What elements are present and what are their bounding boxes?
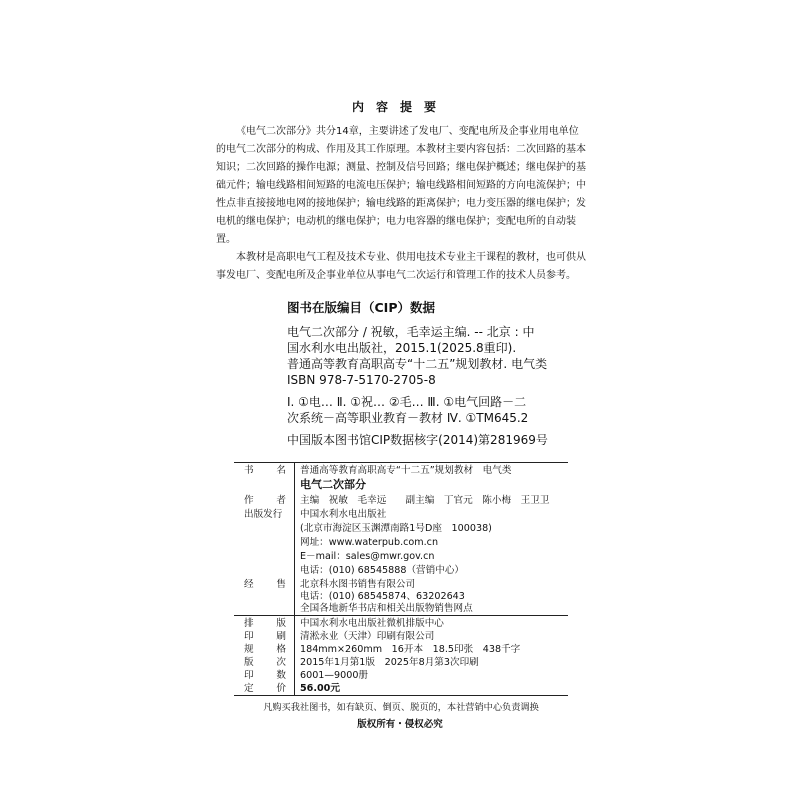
label-char: 价 (276, 683, 286, 694)
book-title: 电气二次部分 (300, 478, 366, 491)
label-char: 经 (244, 579, 254, 590)
distributor-name: 北京科水图书销售有限公司 (300, 579, 416, 590)
row-label (244, 578, 286, 591)
cip-line: 电气二次部分 / 祝敏，毛幸运主编. -- 北京 : 中 (287, 325, 535, 339)
cip-line: ISBN 978-7-5170-2705-8 (287, 373, 436, 387)
imprint-table-top (234, 462, 568, 615)
row-label (244, 494, 286, 507)
row-label (244, 656, 286, 669)
abstract-title: 内容提要 (351, 100, 448, 114)
label-text: 出版发行 (244, 509, 283, 520)
publisher-website: 网址：www.waterpub.com.cn (300, 537, 439, 548)
cip-classification: Ⅰ. ①电… Ⅱ. ①祝… ②毛… Ⅲ. ①电气回路－二 (287, 395, 527, 409)
label-char: 版 (244, 657, 254, 668)
abstract-paragraph: 《电气二次部分》共分14章，主要讲述了发电厂、变配电所及企事业用电单位的电气二次部分的构成、作用及其工作原理。本教材主要内容包括：二次回路的基本知识；二次回路的操作电源；测量、控制及信号回路；继电保护概述；继电保护的基础元件；输电线路相间短路的电流电压保护；输电线路相间短路的方向电流保护；中性点非直接接地电网的接地保护；输电线路的距离保护；电力变压器的继电保护；发电机的继电保护；电动机的继电保护；电力电容器的继电保护；变配电所的自动装置。 (216, 126, 586, 245)
cip-classification: 次系统－高等职业教育－教材 Ⅳ. ①TM645.2 (287, 411, 529, 425)
authors: 主编 祝敏 毛幸远 副主编 丁官元 陈小梅 王卫卫 (300, 495, 550, 506)
row-label (244, 617, 286, 630)
publisher-address: (北京市海淀区玉渊潭南路1号D座 100038) (300, 523, 492, 534)
label-char: 作 (244, 495, 254, 506)
distributor-phone: 电话：(010) 68545874、63202643 (300, 591, 465, 602)
label-char: 格 (276, 644, 286, 655)
label-char: 数 (276, 670, 286, 681)
label-char: 排 (244, 618, 254, 629)
distributor-outlets: 全国各地新华书店和相关出版物销售网点 (300, 603, 473, 614)
cip-record-number: 中国版本图书馆CIP数据核字(2014)第281969号 (287, 433, 548, 447)
cip-line: 普通高等教育高职高专“十二五”规划教材. 电气类 (287, 357, 548, 371)
cip-heading: 图书在版编目（CIP）数据 (287, 300, 435, 315)
label-char: 次 (276, 657, 286, 668)
row-label (244, 630, 286, 643)
cip-line: 国水利水电出版社，2015.1(2025.8重印). (287, 341, 517, 355)
price-value: 56.00元 (300, 683, 340, 694)
imprint-bottom-rule (234, 695, 568, 696)
row-label (244, 669, 286, 682)
column-divider (294, 462, 295, 615)
printing-value: 清淞永业（天津）印刷有限公司 (300, 631, 435, 642)
row-label (244, 464, 286, 477)
label-char: 书 (244, 465, 254, 476)
row-label (244, 508, 286, 521)
row-label (244, 643, 286, 656)
label-char: 者 (276, 495, 286, 506)
publisher-email: E－mail：sales@mwr.gov.cn (300, 551, 435, 562)
row-label (244, 682, 286, 695)
copyright-notice: 版权所有・侵权必究 (357, 719, 443, 730)
edition-value: 2015年1月第1版 2025年8月第3次印刷 (300, 657, 479, 668)
replacement-notice: 凡购买我社图书，如有缺页、倒页、脱页的，本社营销中心负责调换 (263, 702, 539, 713)
publisher-phone: 电话：(010) 68545888（营销中心） (300, 565, 465, 576)
label-char: 名 (276, 465, 286, 476)
format-value: 184mm×260mm 16开本 18.5印张 438千字 (300, 644, 521, 655)
label-char: 售 (276, 579, 286, 590)
label-char: 版 (276, 618, 286, 629)
column-divider (294, 615, 295, 695)
label-char: 规 (244, 644, 254, 655)
publisher-name: 中国水利水电出版社 (300, 509, 387, 520)
label-char: 刷 (276, 631, 286, 642)
print-run-value: 6001—9000册 (300, 670, 369, 681)
label-char: 定 (244, 683, 254, 694)
label-char: 印 (244, 631, 254, 642)
imprint-table-bottom (234, 615, 568, 695)
typesetting-value: 中国水利水电出版社微机排版中心 (300, 618, 444, 629)
label-char: 印 (244, 670, 254, 681)
abstract-paragraph: 本教材是高职电气工程及技术专业、供用电技术专业主干课程的教材，也可供从事发电厂、变配电所及企事业单位从事电气二次运行和管理工作的技术人员参考。 (216, 252, 586, 281)
abstract-body (216, 123, 586, 285)
series-name: 普通高等教育高职高专“十二五”规划教材 电气类 (300, 465, 512, 476)
